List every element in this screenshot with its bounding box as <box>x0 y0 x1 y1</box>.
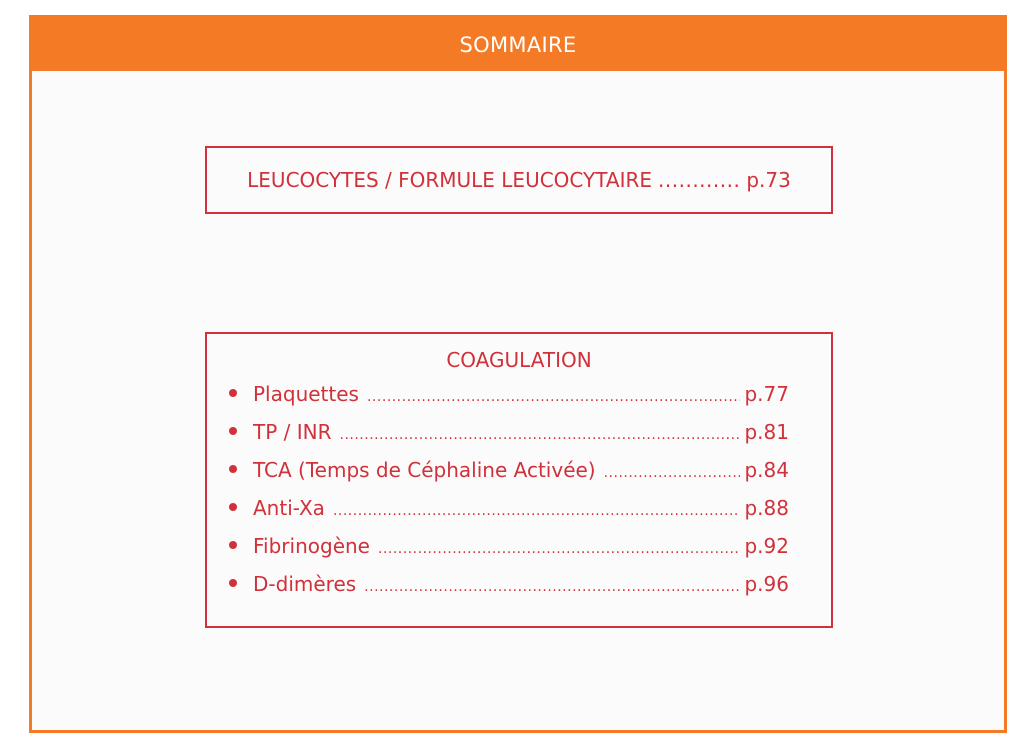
bullet-icon <box>229 389 237 397</box>
toc-item-label: TCA (Temps de Céphaline Activée) <box>253 458 596 482</box>
toc-item-label: Fibrinogène <box>253 534 370 558</box>
toc-entry-leucocytes[interactable] <box>205 146 833 214</box>
page-title: SOMMAIRE <box>459 32 577 57</box>
toc-list <box>229 382 789 610</box>
toc-leader-dots <box>367 389 741 405</box>
toc-item-page: p.88 <box>744 496 789 520</box>
header-bar <box>32 18 1004 71</box>
toc-leader-dots <box>340 427 741 443</box>
bullet-icon <box>229 465 237 473</box>
toc-item-label: Plaquettes <box>253 382 359 406</box>
toc-item-page: p.92 <box>744 534 789 558</box>
toc-item-anti-xa[interactable] <box>229 496 789 534</box>
toc-item-plaquettes[interactable] <box>229 382 789 420</box>
toc-leader-dots <box>378 541 741 557</box>
toc-entry-page: p.73 <box>746 168 791 192</box>
toc-item-page: p.77 <box>744 382 789 406</box>
toc-entry-label: LEUCOCYTES / FORMULE LEUCOCYTAIRE <box>247 168 653 192</box>
bullet-icon <box>229 427 237 435</box>
toc-item-page: p.96 <box>744 572 789 596</box>
toc-item-label: Anti-Xa <box>253 496 325 520</box>
toc-item-fibrinogene[interactable] <box>229 534 789 572</box>
bullet-icon <box>229 579 237 587</box>
bullet-icon <box>229 541 237 549</box>
toc-leader-dots <box>364 579 740 595</box>
toc-item-d-dimeres[interactable] <box>229 572 789 610</box>
section-title: COAGULATION <box>446 348 592 372</box>
toc-item-tca[interactable] <box>229 458 789 496</box>
toc-leader-dots: ............ <box>658 168 741 192</box>
toc-section-coagulation <box>205 332 833 628</box>
toc-item-page: p.84 <box>744 458 789 482</box>
toc-item-page: p.81 <box>744 420 789 444</box>
bullet-icon <box>229 503 237 511</box>
toc-leader-dots <box>604 465 741 481</box>
summary-frame <box>29 15 1007 733</box>
toc-item-label: D-dimères <box>253 572 357 596</box>
toc-item-label: TP / INR <box>253 420 332 444</box>
toc-leader-dots <box>333 503 741 519</box>
toc-item-tp-inr[interactable] <box>229 420 789 458</box>
